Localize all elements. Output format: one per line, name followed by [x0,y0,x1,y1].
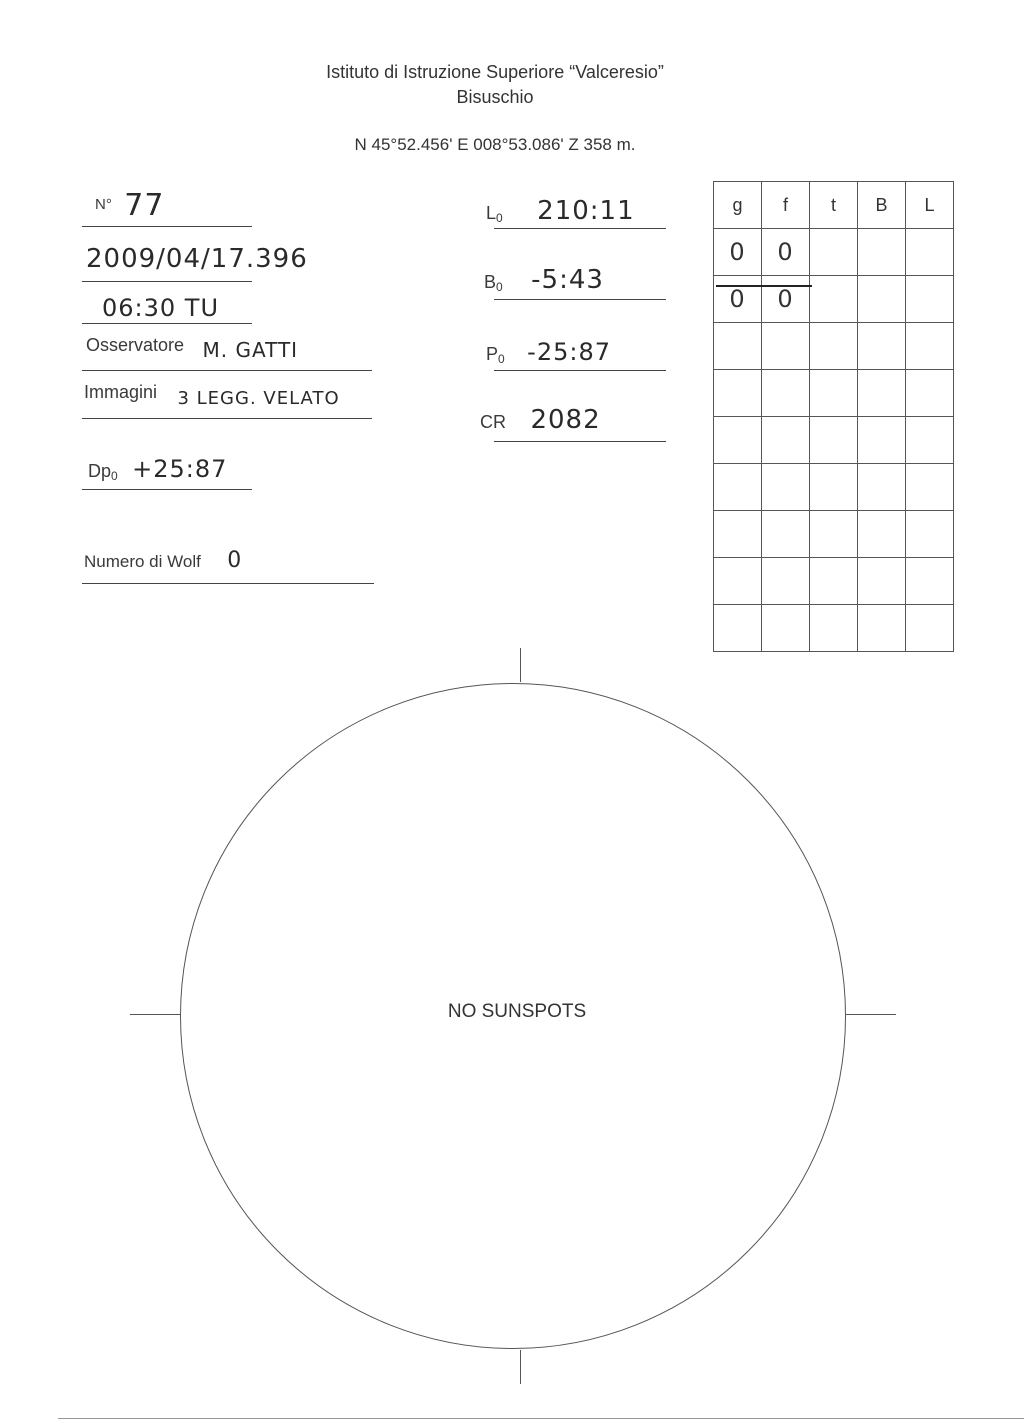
report-number-underline [82,226,252,227]
l0-field [486,196,635,226]
table-cell [858,323,906,370]
institute-name: Istituto di Istruzione Superiore “Valceresio” [326,62,664,82]
table-cell [810,276,858,323]
observer-value: M. GATTI [202,338,299,362]
table-cell [858,276,906,323]
cr-field [480,405,601,435]
l0-underline [494,228,666,229]
b0-label-sub: 0 [496,280,503,294]
table-cell: 0 [714,229,762,276]
table-cell [906,558,954,605]
wolf-underline [82,583,374,584]
report-number-label: N° [95,196,112,213]
l0-value: 210:11 [537,196,635,226]
dp0-field [88,455,227,483]
page-bottom-line [58,1418,1024,1419]
table-cell [906,323,954,370]
table-cell [714,464,762,511]
table-row [714,558,954,605]
table-cell: 0 [762,229,810,276]
time-value: 06:30 TU [102,294,220,322]
table-row [714,511,954,558]
table-cell [858,417,906,464]
table-row [714,417,954,464]
table-header-row [714,182,954,229]
wolf-value: 0 [227,548,243,573]
table-cell [762,323,810,370]
table-header-g: g [714,182,762,229]
table-cell [810,558,858,605]
table-cell [906,417,954,464]
b0-label [484,272,503,292]
table-cell [714,558,762,605]
table-header-b: B [858,182,906,229]
table-cell [858,605,906,652]
dp0-label-main: Dp [88,461,112,481]
table-cell [810,605,858,652]
table-cell [906,229,954,276]
date-value: 2009/04/17.396 [86,244,308,274]
dp0-value: +25:87 [132,455,228,483]
disc-tick-south [520,1350,521,1384]
table-cell [858,558,906,605]
table-cell [858,370,906,417]
table-cell [762,417,810,464]
observer-label: Osservatore [86,335,185,355]
dp0-underline [82,489,252,490]
b0-value: -5:43 [531,265,604,295]
p0-underline [494,370,666,371]
p0-label-sub: 0 [498,352,505,366]
table-cell [858,229,906,276]
table-cell [762,605,810,652]
p0-label [486,344,505,364]
table-cell [906,464,954,511]
observer-field [86,335,298,362]
table-cell [810,323,858,370]
table-cell [810,417,858,464]
wolf-label: Numero di Wolf [84,552,201,571]
dp0-label [88,461,118,481]
table-cell [810,370,858,417]
wolf-field [84,548,242,573]
observatory-coordinates: N 45°52.456' E 008°53.086' Z 358 m. [354,135,636,154]
cr-label: CR [480,412,506,432]
images-field [84,382,340,409]
table-cell [714,605,762,652]
table-cell [906,370,954,417]
observer-underline [82,370,372,371]
table-cell [858,511,906,558]
p0-field [486,338,611,366]
table-cell [810,511,858,558]
table-cell [714,323,762,370]
disc-note: NO SUNSPOTS [447,1001,587,1022]
table-cell [762,558,810,605]
table-row [714,229,954,276]
b0-field [484,265,604,295]
l0-label [486,203,503,223]
table-cell [810,464,858,511]
table-row [714,464,954,511]
table-cell [714,417,762,464]
table-row [714,605,954,652]
table-cell [714,511,762,558]
table-row [714,323,954,370]
table-cell [762,511,810,558]
p0-value: -25:87 [527,338,611,366]
table-row [714,276,954,323]
table-cell: 0 [762,276,810,323]
images-value: 3 LEGG. VELATO [177,388,340,409]
report-number-field [95,188,164,223]
table-cell [906,605,954,652]
table-row [714,370,954,417]
images-label: Immagini [84,382,158,402]
table-cell [810,229,858,276]
l0-label-main: L [486,203,497,223]
date-underline [82,281,252,282]
dp0-label-sub: 0 [111,469,118,483]
report-number-value: 77 [124,188,165,223]
table-pen-stroke [716,285,812,287]
table-cell [762,464,810,511]
p0-label-main: P [486,344,499,364]
table-cell [714,370,762,417]
images-underline [82,418,372,419]
b0-label-main: B [484,272,497,292]
table-cell: 0 [714,276,762,323]
l0-label-sub: 0 [496,211,503,225]
table-cell [906,511,954,558]
table-cell [858,464,906,511]
table-cell [762,370,810,417]
disc-tick-east [846,1014,896,1015]
cr-value: 2082 [530,405,601,435]
disc-tick-north [520,648,521,682]
disc-tick-west [130,1014,180,1015]
table-cell [906,276,954,323]
sunspot-count-table [713,181,954,652]
time-underline [82,323,252,324]
b0-underline [494,299,666,300]
institute-town: Bisuschio [456,87,534,107]
table-header-t: t [810,182,858,229]
table-header-l: L [906,182,954,229]
cr-underline [494,441,666,442]
table-header-f: f [762,182,810,229]
